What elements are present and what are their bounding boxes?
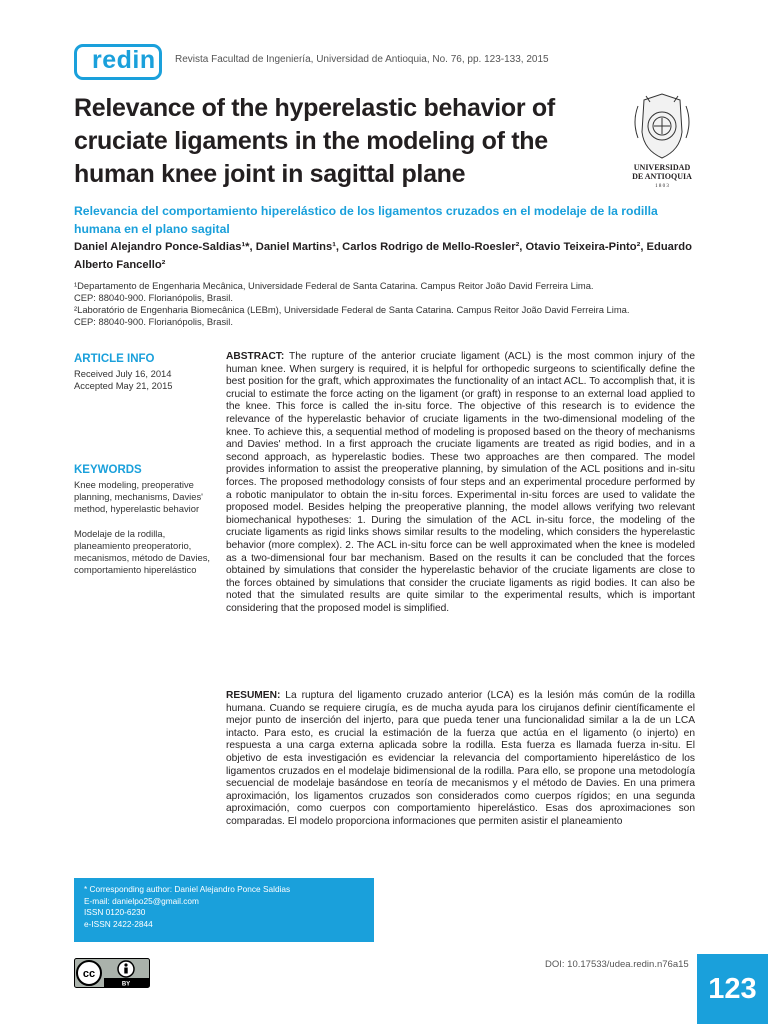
resumen-label: RESUMEN: [226,690,281,701]
corresponding-author: * Corresponding author: Daniel Alejandro Ponce Saldias [84,884,291,894]
resumen-text: La ruptura del ligamento cruzado anterior (LCA) es la lesión más común de la rodilla humana. Cuando se requiere cirugía, es de mucha ayuda para los cirujanos definir científicamente el mejor punto de inserción del injerto, para que pueda tener una funcionalidad similar a la de un LCA intacto. Para esto, es crucial la estimación de la fuerza que actúa en el ligamento (o injerto) en respuesta a una carga externa aplicada sobre la rodilla. Esta fuerza es llamada fuerza in-situ. El objetivo de esta investigación es evidenciar la relevancia del comportamiento hiperelástico de los ligamentos cruzados en el modelaje bidimensional de la rodilla. Para ello, se propone una metodología secuencial de modelaje basándose en teoría de mecanismos y el método de Davies. En una primera aproximación, los ligamentos cruzados son considerados como cuerpos rígidos; en una segunda aproximación, como cuerpos con comportamiento hiperelástico. Esas dos aproximaciones son comparadas. El modelo proporciona informaciones que permiten asistir el planeamiento [226,690,695,827]
keywords-heading: KEYWORDS [74,464,142,476]
page-number: 123 [697,954,768,1024]
svg-text:cc: cc [82,968,96,980]
doi[interactable]: DOI: 10.17533/udea.redin.n76a15 [545,959,689,970]
affiliation-line: ¹Departamento de Engenharia Mecânica, Universidade Federal de Santa Catarina. Campus Reitor João David Ferreira Lima. [74,280,594,291]
author-email: E-mail: danielpo25@gmail.com [84,895,199,906]
svg-text:UNIVERSIDAD: UNIVERSIDAD [633,163,691,172]
journal-citation: Revista Facultad de Ingeniería, Universidad de Antioquia, No. 76, pp. 123-133, 2015 [175,54,549,65]
abstract-label: ABSTRACT: [226,351,285,362]
affiliation-line: CEP: 88040-900. Florianópolis, Brasil. [74,292,233,303]
keywords-section [74,463,224,576]
resumen [226,690,695,829]
article-info-heading: ARTICLE INFO [74,353,155,365]
affiliation-line: CEP: 88040-900. Florianópolis, Brasil. [74,316,233,327]
affiliations [74,280,694,328]
article-subtitle-spanish: Relevancia del comportamiento hiperelástico de los ligamentos cruzados en el modelaje de la rodilla humana en el plano sagital [74,204,658,236]
eissn: e-ISSN 2422-2844 [84,918,153,929]
creative-commons-by-icon [74,958,150,988]
affiliation-line: ²Laboratório de Engenharia Biomecânica (LEBm), Universidade Federal de Santa Catarina. Campus Reitor João David Ferreira Lima. [74,304,630,315]
received-date: Received July 16, 2014 [74,368,172,379]
author-list: Daniel Alejandro Ponce-Saldias¹*, Daniel Martins¹, Carlos Rodrigo de Mello-Roesler², Otavio Teixeira-Pinto², Eduardo Alberto Fancello² [74,241,692,271]
keywords-english: Knee modeling, preoperative planning, mechanisms, Davies' method, hyperelastic behavior [74,479,203,514]
svg-text:BY: BY [121,981,131,988]
article-info [74,352,224,392]
corresponding-author-box [74,878,374,942]
accepted-date: Accepted May 21, 2015 [74,380,173,391]
abstract-text: The rupture of the anterior cruciate ligament (ACL) is the most common injury of the human knee. When surgery is required, it is helpful for orthopedic surgeons to scientifically define the best position for the graft, which approximates the functionality of an intact ACL. To accomplish that, it is crucial to estimate the force acting on the ligament (or graft) in response to an external load applied to the knee. This force is called the in-situ force. The objective of this research is to evidence the relevance of the hyperelastic behavior of cruciate ligaments in the two-dimensional modeling of the knee. To achieve this, a sequential method of modeling is proposed based on the theory of mechanisms and Davies' method. In a first approach the cruciate ligaments are treated as rigid bodies, and in a second approach, as hyperelastic bodies. These two approaches are then compared. The model provides information to assist the preoperative planning, by simulation of the ACL positions and in-situ forces. The proposed methodology consists of four steps and an experimental procedure performed by a robotic manipulator to obtain the in-situ forces. Experimental in-situ forces are used to validate the proposed model. Besides helping the preoperative planning, the model allows verifying two relevant biomechanical hypotheses: 1. During the simulation of the ACL in-situ force, the modeling of the cruciate ligaments as rigid links shows similar results to the modeling, which considers the hyperelastic behavior (more complex). 2. The ACL in-situ force can be well approximated when the knee is modeled as a two-dimensional four bar mechanism. Based on the results it can be concluded that the forces obtained by simulations that consider the hyperelastic behavior of the cruciate ligaments are close to the forces obtained by simulations that consider the cruciate ligaments as rigid bodies. It can also be noted that the simulated results are quite similar to the experimental results, which is important considering that the proposed model is simplified. [226,351,695,614]
svg-text:DE ANTIOQUIA: DE ANTIOQUIA [632,172,692,181]
abstract [226,351,695,615]
university-seal-icon [624,92,700,188]
keywords-spanish: Modelaje de la rodilla, planeamiento preoperatorio, mecanismos, método de Davies, comportamiento hiperelástico [74,528,210,575]
issn: ISSN 0120-6230 [84,907,146,917]
journal-logo-text: redin [92,46,156,74]
svg-text:1 8 0 3: 1 8 0 3 [655,184,669,188]
article-title: Relevance of the hyperelastic behavior of cruciate ligaments in the modeling of the human knee joint in sagittal plane [74,94,555,188]
